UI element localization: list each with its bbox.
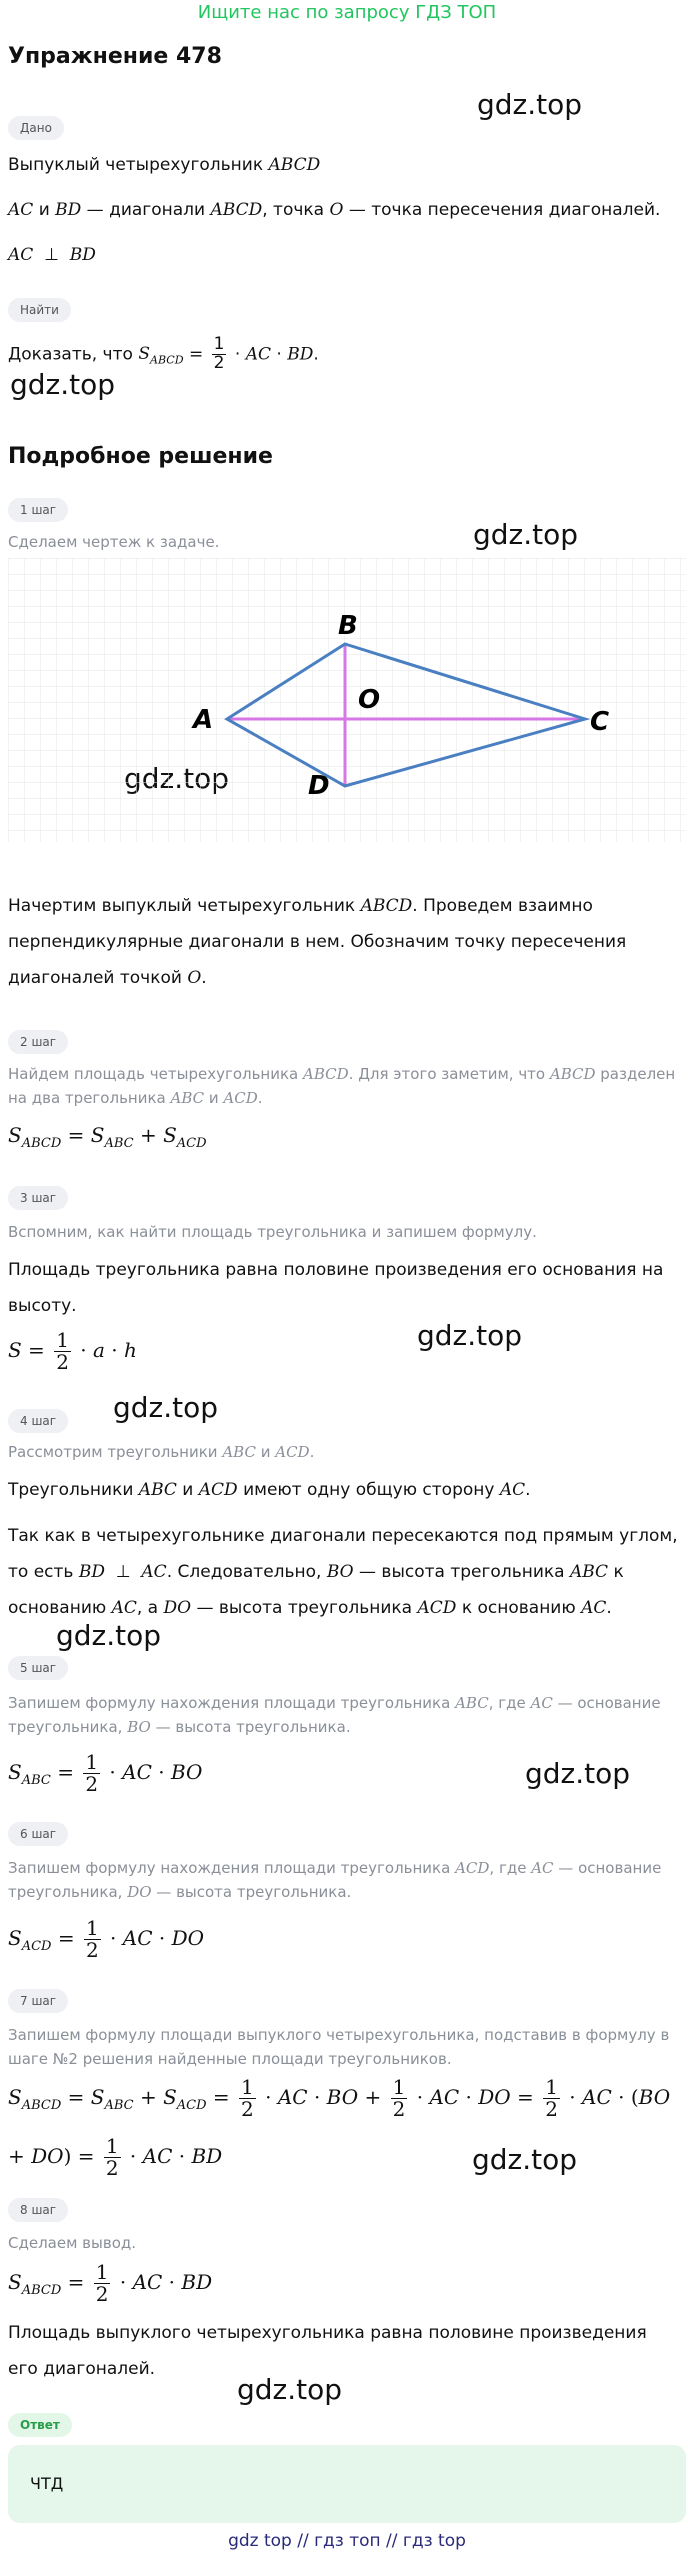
step-5-label: 5 шаг — [8, 1656, 68, 1680]
step-2-label: 2 шаг — [8, 1030, 68, 1054]
vertex-a-label: A — [193, 705, 214, 735]
step-1-intro: Сделаем чертеж к задаче. — [8, 533, 220, 551]
step-3-intro: Вспомним, как найти площадь треугольника и запишем формулу. — [8, 1223, 537, 1241]
step-3-text: Площадь треугольника равна половине произведения его основания на высоту. — [8, 1260, 664, 1316]
vertex-b-label: B — [338, 611, 358, 641]
step-6-formula: $S_{ACD}$ = $\frac{1}{2}$ · AC · DO — [8, 1916, 205, 1962]
step-8-text: Площадь выпуклого четырехугольника равна половине произведения его диагоналей. — [8, 2323, 647, 2379]
solution-title: Подробное решение — [8, 444, 273, 469]
step-4-label: 4 шаг — [8, 1409, 68, 1433]
step-3-formula: S = $\frac{1}{2}$ · a · h — [8, 1328, 137, 1374]
step-2-formula: $S_{ABCD} = S_{ABC} + S_{ACD}$ — [8, 1123, 207, 1151]
watermark: gdz.top — [417, 1319, 523, 1352]
watermark: gdz.top — [10, 368, 116, 401]
page-title: Упражнение 478 — [8, 44, 222, 69]
watermark: gdz.top — [237, 2373, 343, 2406]
step-6-label: 6 шаг — [8, 1822, 68, 1846]
step-1-text: Начертим выпуклый четырехугольник ABCD. Проведем взаимно перпендикулярные диагонали в нем. Обозначим точку пересечения диагоналей точкой O. — [8, 896, 627, 988]
find-text: Доказать, что $S_{ABCD}$ = $\frac{1}{2}$ · AC · BD. — [8, 334, 319, 373]
step-7-formula: $S_{ABCD} = S_{ABC} + S_{ACD}$ = $\frac{1}{2}$ · AC · BO + $\frac{1}{2}$ · AC · DO = $\frac{1}{2}$ · AC · (BO + DO) = $\frac{1}{2}$ · AC · BD — [8, 2075, 671, 2180]
step-8-intro: Сделаем вывод. — [8, 2234, 137, 2252]
vertex-c-label: C — [590, 707, 610, 737]
step-5-intro: Запишем формулу нахождения площади треугольника ABC, где AC — основание треугольника, BO — высота треугольника. — [8, 1694, 661, 1736]
watermark: gdz.top — [473, 518, 579, 551]
step-8-label: 8 шаг — [8, 2198, 68, 2222]
step-3-label: 3 шаг — [8, 1186, 68, 1210]
step-4-text-1: Треугольники ABC и ACD имеют одну общую сторону AC. — [8, 1480, 531, 1500]
given-label: Дано — [8, 116, 64, 140]
watermark: gdz.top — [113, 1391, 219, 1424]
watermark: gdz.top — [477, 88, 583, 121]
footer-links[interactable]: gdz top // гдз топ // гдз top — [228, 2531, 466, 2551]
answer-box — [8, 2445, 686, 2523]
step-6-intro: Запишем формулу нахождения площади треугольника ACD, где AC — основание треугольника, DO — высота треугольника. — [8, 1859, 662, 1901]
given-line-1: Выпуклый четырехугольник ABCD — [8, 155, 321, 175]
step-8-formula: $S_{ABCD}$ = $\frac{1}{2}$ · AC · BD — [8, 2260, 213, 2306]
answer-text: ЧТД — [30, 2474, 64, 2493]
find-label: Найти — [8, 298, 71, 322]
given-line-2: AC и BD — диагонали ABCD, точка O — точка пересечения диагоналей. — [8, 200, 661, 220]
answer-label: Ответ — [8, 2413, 72, 2437]
vertex-d-label: D — [308, 771, 330, 801]
step-1-label: 1 шаг — [8, 498, 68, 522]
step-2-intro: Найдем площадь четырехугольника ABCD. Для этого заметим, что ABCD разделен на два трегольника ABC и ACD. — [8, 1065, 676, 1107]
grid-background — [8, 558, 686, 842]
search-banner[interactable]: Ищите нас по запросу ГДЗ ТОП — [197, 2, 497, 23]
watermark: gdz.top — [472, 2143, 578, 2176]
step-7-intro: Запишем формулу площади выпуклого четырехугольника, подставив в формулу в шаге №2 решения найденные площади треугольников. — [8, 2026, 670, 2068]
watermark: gdz.top — [56, 1619, 162, 1652]
step-5-formula: $S_{ABC}$ = $\frac{1}{2}$ · AC · BO — [8, 1750, 203, 1796]
given-line-3: AC ⊥ BD — [8, 245, 96, 265]
step-4-text-2: Так как в четырехугольнике диагонали пересекаются под прямым углом, то есть BD ⊥ AC. Следовательно, BO — высота трегольника ABC к основанию AC, а DO — высота треугольника ACD к основанию AC. — [8, 1526, 678, 1618]
intersection-o-label: O — [358, 685, 381, 715]
quadrilateral-figure — [8, 558, 686, 842]
watermark: gdz.top — [525, 1757, 631, 1790]
step-4-intro: Рассмотрим треугольники ABC и ACD. — [8, 1443, 315, 1461]
step-7-label: 7 шаг — [8, 1989, 68, 2013]
